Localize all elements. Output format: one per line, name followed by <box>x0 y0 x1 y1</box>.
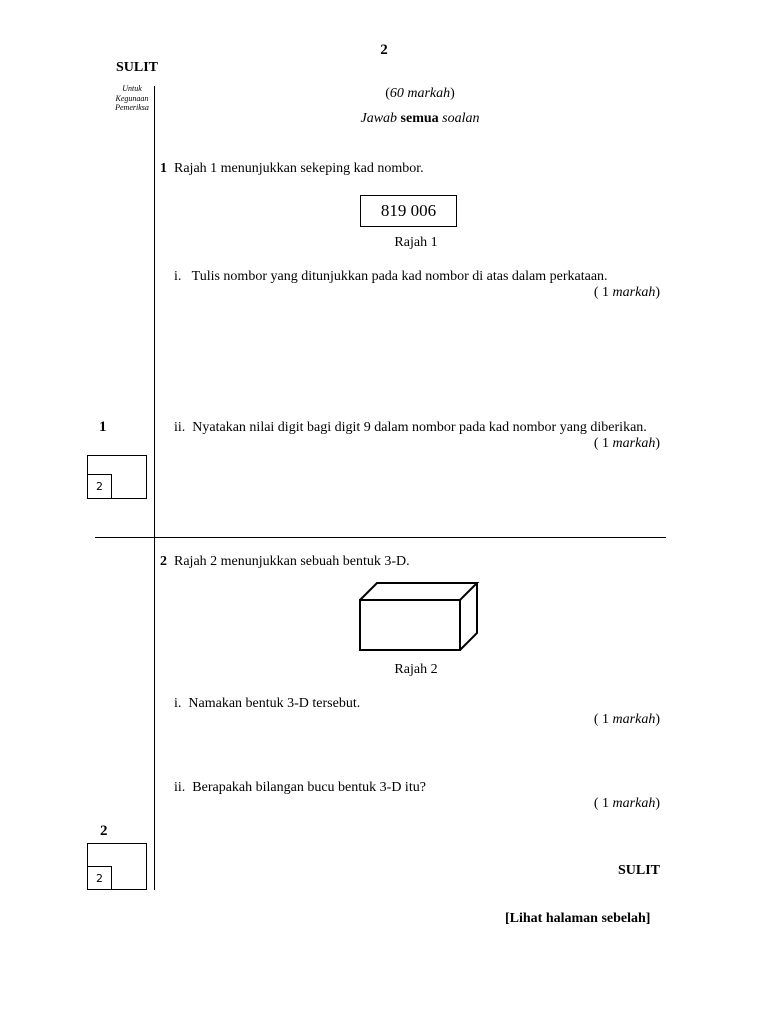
marks-num: ( 1 <box>593 712 610 727</box>
q2-text: Rajah 2 menunjukkan sebuah bentuk 3-D. <box>174 554 410 569</box>
cuboid-front-face <box>360 600 460 650</box>
q2-sub-ii <box>174 780 426 796</box>
q2-score-label: 2 <box>100 823 108 839</box>
q2-number: 2 <box>160 554 167 569</box>
q1-score-box <box>87 455 147 499</box>
q1-sub-ii-label: ii. <box>174 420 186 435</box>
q2-sub-ii-label: ii. <box>174 780 186 795</box>
marks-word: markah <box>612 796 656 811</box>
cuboid-top-face <box>360 583 477 600</box>
instruction-post: soalan <box>442 111 480 126</box>
q2-sub-i-text: Namakan bentuk 3-D tersebut. <box>188 696 361 711</box>
marks-num: ( 1 <box>593 285 610 300</box>
q1-score-label: 1 <box>99 419 107 435</box>
examiner-label-line: Kegunaan <box>115 93 149 103</box>
q1-sub-ii-text: Nyatakan nilai digit bagi digit 9 dalam nombor pada kad nombor yang diberikan. <box>192 420 647 435</box>
margin-line-top <box>154 86 155 537</box>
instruction-pre: Jawab <box>360 111 398 126</box>
instruction-bold: semua <box>400 111 439 126</box>
examiner-label-line: Pemeriksa <box>115 103 149 112</box>
marks-word: markah <box>612 436 656 451</box>
q1-score-total: 2 <box>87 474 112 499</box>
next-page-note: [Lihat halaman sebelah] <box>505 911 651 926</box>
instruction <box>140 111 700 127</box>
q1-sub-ii-marks: ( 1 markah) <box>593 436 660 451</box>
q2-sub-ii-text: Berapakah bilangan bucu bentuk 3-D itu? <box>192 780 426 795</box>
q2-sub-i-marks: ( 1 markah) <box>593 712 660 727</box>
marks-word: markah <box>612 285 656 300</box>
q1-caption: Rajah 1 <box>394 235 438 250</box>
q2-score-total: 2 <box>87 866 112 890</box>
q1-sub-ii <box>174 420 647 436</box>
q1-sub-i-label: i. <box>174 269 182 284</box>
q2-sub-i <box>174 696 360 712</box>
margin-line-bottom <box>154 537 155 890</box>
page-number: 2 <box>380 42 388 58</box>
number-card: 819 006 <box>360 195 457 227</box>
q1-sub-i-marks: ( 1 markah) <box>593 285 660 300</box>
q1-sub-i-text: Tulis nombor yang ditunjukkan pada kad nombor di atas dalam perkataan. <box>191 269 608 284</box>
sulit-footer: SULIT <box>618 863 661 878</box>
marks-word: markah <box>612 712 656 727</box>
sulit-header: SULIT <box>116 60 159 75</box>
q2-sub-ii-marks: ( 1 markah) <box>593 796 660 811</box>
q1-text: Rajah 1 menunjukkan sekeping kad nombor. <box>174 161 424 176</box>
q2-stem <box>160 554 410 570</box>
examiner-label-line: Untuk <box>122 84 142 93</box>
marks-num: ( 1 <box>593 796 610 811</box>
section-divider <box>95 537 666 538</box>
total-marks-text: 60 markah <box>389 86 451 101</box>
q1-number: 1 <box>160 161 167 176</box>
total-marks-open: ( <box>385 86 390 101</box>
marks-num: ( 1 <box>593 436 610 451</box>
q2-sub-i-label: i. <box>174 696 182 711</box>
q2-caption: Rajah 2 <box>394 662 438 677</box>
q1-sub-i <box>174 269 608 285</box>
cuboid-side-face <box>460 583 477 650</box>
cuboid-diagram <box>355 578 483 654</box>
q2-score-box <box>87 843 147 890</box>
total-marks-close: ) <box>450 86 455 101</box>
q1-stem <box>160 161 424 177</box>
total-marks <box>140 86 700 102</box>
